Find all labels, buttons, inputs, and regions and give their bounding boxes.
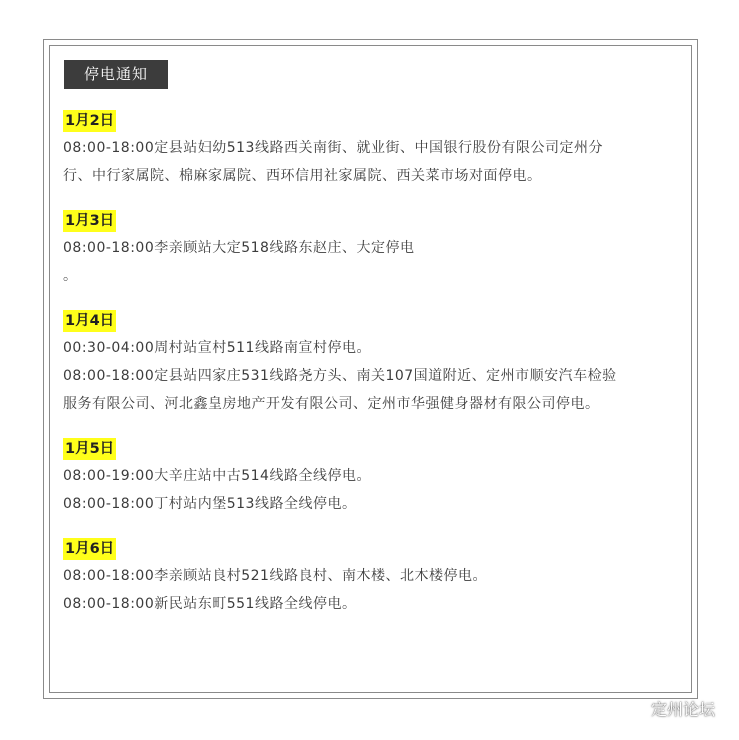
notice-line: 。 (63, 268, 78, 284)
notice-line: 行、中行家属院、棉麻家属院、西环信用社家属院、西关菜市场对面停电。 (63, 168, 542, 184)
watermark (623, 697, 715, 720)
notice-section-jan3 (63, 210, 688, 290)
notice-line: 08:00-18:00定县站妇幼513线路西关南街、就业街、中国银行股份有限公司定州分 (63, 140, 603, 156)
notice-line: 08:00-18:00新民站东町551线路全线停电。 (63, 596, 357, 612)
notice-title: 停电通知 (64, 60, 168, 89)
notice-content (63, 110, 688, 638)
notice-section-jan6 (63, 538, 688, 618)
date-label: 1月5日 (63, 438, 116, 460)
notice-line: 08:00-19:00大辛庄站中古514线路全线停电。 (63, 468, 371, 484)
date-label: 1月3日 (63, 210, 116, 232)
notice-line: 08:00-18:00定县站四家庄531线路尧方头、南关107国道附近、定州市顺安汽车检验 (63, 368, 617, 384)
notice-section-jan2 (63, 110, 688, 190)
wechat-icon (623, 700, 645, 718)
notice-line: 08:00-18:00丁村站内堡513线路全线停电。 (63, 496, 357, 512)
date-label: 1月4日 (63, 310, 116, 332)
date-label: 1月2日 (63, 110, 116, 132)
watermark-text: 定州论坛 (650, 700, 715, 719)
notice-line: 08:00-18:00李亲顾站良村521线路良村、南木楼、北木楼停电。 (63, 568, 487, 584)
notice-section-jan4 (63, 310, 688, 418)
notice-line: 服务有限公司、河北鑫皇房地产开发有限公司、定州市华强健身器材有限公司停电。 (63, 396, 600, 412)
notice-line: 08:00-18:00李亲顾站大定518线路东赵庄、大定停电 (63, 240, 415, 256)
date-label: 1月6日 (63, 538, 116, 560)
notice-section-jan5 (63, 438, 688, 518)
notice-line: 00:30-04:00周村站宣村511线路南宣村停电。 (63, 340, 371, 356)
